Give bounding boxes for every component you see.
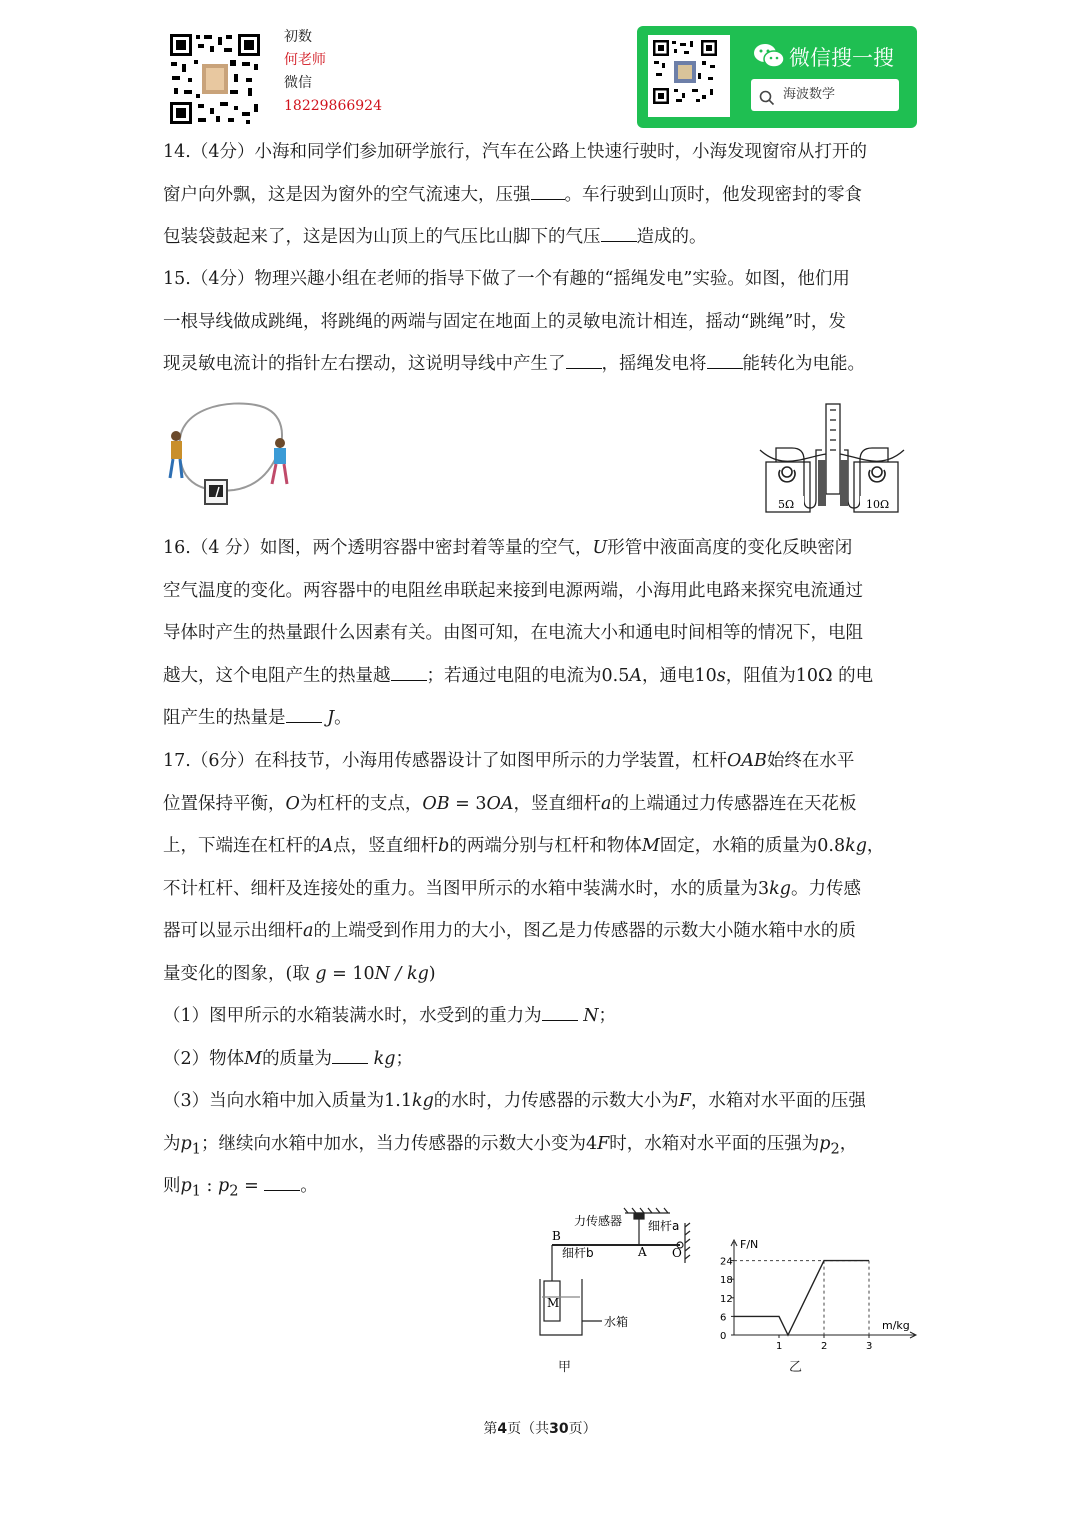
q17-var-oab: OAB (726, 751, 767, 771)
q17-var-p1: p (180, 1133, 192, 1154)
q16-line4b: ；若通过电阻的电流为0.5 (426, 665, 630, 686)
q17-line6c: ) (428, 963, 436, 984)
q14-line3a: 包装袋鼓起来了，这是因为山顶上的气压比山脚下的气压 (163, 227, 601, 247)
answer-blank[interactable] (286, 705, 322, 724)
label-rod-a: 细杆a (648, 1219, 680, 1233)
footer-page-number: 4 (497, 1421, 508, 1437)
joule-heating-figure (752, 400, 912, 522)
q17-sub4c: 时，水箱对水平面的压强为 (609, 1133, 820, 1154)
q17-unit-n: N (583, 1006, 599, 1026)
q17-sub3b: 的水时，力传感器的示数大小为 (433, 1091, 679, 1111)
q17-sub2c: ； (395, 1048, 413, 1069)
q15-line3b: ，摇绳发电将 (601, 354, 707, 374)
x-tick-label: 3 (866, 1341, 873, 1352)
q17-unit-kg: kg (845, 836, 867, 856)
contact-phone: 18229866924 (284, 98, 382, 114)
wechat-search-banner[interactable] (637, 26, 917, 128)
question-14 (163, 131, 923, 259)
q17-var-ob: OB (422, 793, 450, 814)
y-tick-label: 12 (720, 1293, 733, 1305)
footer-suffix: 页） (568, 1421, 597, 1437)
q17-sub3a: （3）当向水箱中加入质量为1.1 (163, 1091, 412, 1111)
figure-caption-jia: 甲 (558, 1360, 572, 1375)
q14-line3b: 造成的。 (636, 227, 707, 247)
label-b: B (552, 1229, 561, 1243)
child-right-icon (272, 438, 287, 484)
label-o: O (672, 1246, 682, 1260)
footer-middle: 页（共 (507, 1421, 550, 1437)
q17-line3b: 点，竖直细杆 (333, 836, 439, 856)
q17-line4a: 不计杠杆、细杆及连接处的重力。当图甲所示的水箱中装满水时，水的质量为3 (163, 878, 770, 899)
q14-line2b: 。车行驶到山顶时，他发现密封的零食 (564, 184, 862, 205)
x-axis-label: m/kg (882, 1319, 910, 1332)
q17-var-f2: F (597, 1133, 610, 1154)
q17-unit-kg4: kg (411, 1091, 434, 1111)
question-15 (163, 258, 923, 386)
q17-var-a: a (601, 793, 612, 814)
answer-blank[interactable] (566, 351, 602, 370)
q17-line3e: ， (866, 836, 885, 856)
y-axis-label: F/N (740, 1238, 759, 1251)
q17-unit-nkg: N / kg (374, 963, 429, 984)
q17-sub5d: 。 (300, 1176, 318, 1196)
wechat-search-text: 海波数学 (783, 87, 836, 102)
q17-sub-2: 2 (830, 1140, 840, 1157)
label-tank: 水箱 (604, 1315, 629, 1329)
q17-sub4d: ， (839, 1133, 858, 1154)
force-mass-chart (710, 1232, 930, 1360)
rope-generator-figure (160, 398, 300, 522)
footer-total-pages: 30 (549, 1421, 569, 1437)
footer-prefix: 第 (483, 1421, 498, 1437)
q17-var-f: F (678, 1091, 691, 1111)
q17-line4b: 。力传感 (790, 878, 861, 899)
q16-line4d: ，通电10 (641, 665, 717, 686)
q17-sub-2b: 2 (229, 1182, 239, 1200)
answer-blank[interactable] (332, 1045, 368, 1064)
q17-var-oa: OA (486, 793, 514, 814)
q16-line4f: ，阻值为10Ω 的电 (725, 665, 874, 686)
lever-apparatus-figure (530, 1205, 700, 1359)
wechat-logo-icon (753, 42, 785, 74)
contact-line1: 初数 (284, 29, 312, 45)
y-tick-label: 24 (720, 1256, 733, 1268)
q17-line2c: = 3 (449, 793, 487, 814)
y-tick-label: 18 (720, 1275, 733, 1287)
q17-var-a2: a (303, 921, 314, 941)
q16-line5a: 阻产生的热量是 (163, 708, 286, 728)
y-tick-label: 0 (720, 1331, 727, 1342)
contact-line3: 微信 (284, 75, 312, 91)
q17-sub4a: 为 (163, 1133, 181, 1154)
q17-line1a: 17.（6分）在科技节，小海用传感器设计了如图甲所示的力学装置，杠杆 (163, 751, 727, 771)
answer-blank[interactable] (391, 662, 427, 681)
q17-line2a: 位置保持平衡， (163, 793, 286, 814)
label-a: A (638, 1245, 647, 1259)
q17-line6a: 量变化的图象，(取 (163, 963, 316, 984)
y-tick-label: 6 (720, 1312, 727, 1324)
q17-var-m: M (641, 836, 660, 856)
q17-line5a: 器可以显示出细杆 (163, 921, 303, 941)
q17-var-m2: M (244, 1048, 263, 1069)
q16-line3: 导体时产生的热量跟什么因素有关。由图可知，在电流大小和通电时间相等的情况下，电阻 (163, 623, 863, 643)
q17-var-a-point: A (320, 836, 334, 856)
series-line (734, 1261, 869, 1335)
q17-line6b: = 10 (326, 963, 375, 984)
q16-line1a: 16.（4 分）如图，两个透明容器中密封着等量的空气， (163, 538, 593, 558)
question-16 (163, 527, 923, 740)
q17-var-p2: p (819, 1133, 831, 1154)
q15-line3c: 能转化为电能。 (742, 354, 865, 374)
q17-line2d: ，竖直细杆 (513, 793, 602, 814)
q14-line2a: 窗户向外飘，这是因为窗外的空气流速大，压强 (163, 184, 531, 205)
q17-var-b: b (438, 836, 450, 856)
q17-line3d: 固定，水箱的质量为0.8 (659, 836, 846, 856)
answer-blank[interactable] (542, 1003, 578, 1022)
q17-var-o: O (285, 793, 300, 814)
q17-var-p2b: p (218, 1176, 230, 1196)
q17-line2b: 为杠杆的支点， (299, 793, 423, 814)
q17-sub3c: ，水箱对水平面的压强 (690, 1091, 866, 1111)
answer-blank[interactable] (531, 181, 565, 200)
q16-line2: 空气温度的变化。两容器中的电阻丝串联起来接到电源两端，小海用此电路来探究电流通过 (163, 580, 863, 601)
q17-unit-kg2: kg (769, 878, 791, 899)
q17-var-g: g (315, 963, 327, 984)
resistor-right-label: 10Ω (866, 498, 890, 511)
q17-sub5a: 则 (163, 1176, 181, 1196)
qr-code-right (648, 35, 730, 117)
q16-unit-a: A (629, 665, 642, 686)
q17-var-p1b: p (180, 1176, 192, 1196)
q17-equals: = (238, 1176, 265, 1196)
resistor-left-label: 5Ω (778, 498, 795, 511)
wechat-search-title: 微信搜一搜 (789, 46, 894, 70)
q16-unit-j: J (327, 708, 335, 728)
q17-line3a: 上，下端连在杠杆的 (163, 836, 321, 856)
q17-unit-kg3: kg (373, 1048, 396, 1069)
q17-line2e: 的上端通过力传感器连在天花板 (611, 793, 857, 814)
q17-sub-1b: 1 (191, 1182, 201, 1200)
q15-line1: 15.（4分）物理兴趣小组在老师的指导下做了一个有趣的“摇绳发电”实验。如图，他们用 (163, 269, 850, 289)
answer-blank[interactable] (707, 351, 743, 370)
q16-unit-s: s (716, 665, 726, 686)
x-tick-label: 2 (821, 1341, 828, 1352)
q15-line3a: 现灵敏电流计的指针左右摆动，这说明导线中产生了 (163, 354, 566, 374)
galvanometer-icon (205, 480, 227, 504)
qr-code-left (168, 32, 262, 126)
q17-sub4b: ；继续向水箱中加水，当力传感器的示数大小变为4 (200, 1133, 598, 1154)
q17-sub2a: （2）物体 (163, 1048, 245, 1069)
answer-blank[interactable] (601, 224, 637, 243)
label-force-sensor: 力传感器 (574, 1214, 623, 1228)
q16-line4a: 越大，这个电阻产生的热量越 (163, 665, 391, 686)
q14-line1: 14.（4分）小海和同学们参加研学旅行，汽车在公路上快速行驶时，小海发现窗帘从打开的 (163, 142, 867, 162)
label-rod-b: 细杆b (562, 1246, 594, 1260)
q17-line3c: 的两端分别与杠杆和物体 (449, 836, 642, 856)
q17-sub2b: 的质量为 (262, 1048, 333, 1069)
x-tick-label: 1 (776, 1341, 783, 1352)
contact-teacher: 何老师 (284, 52, 326, 68)
wechat-search-box[interactable] (751, 79, 899, 111)
contact-info (284, 26, 382, 118)
search-icon (759, 87, 775, 119)
q15-line2: 一根导线做成跳绳，将跳绳的两端与固定在地面上的灵敏电流计相连，摇动“跳绳”时，发 (163, 311, 846, 332)
q16-line5c: 。 (334, 708, 352, 728)
child-left-icon (170, 431, 182, 478)
q17-line1b: 始终在水平 (766, 751, 855, 771)
q17-ratio-colon: : (200, 1176, 219, 1196)
q17-sub1b: ； (598, 1006, 617, 1026)
figure-caption-yi: 乙 (789, 1360, 803, 1375)
question-17 (163, 740, 923, 1208)
label-m: M (547, 1296, 560, 1310)
q17-line5b: 的上端受到作用力的大小，图乙是力传感器的示数大小随水箱中水的质 (313, 921, 856, 941)
q16-var-u: U (592, 538, 608, 558)
page-footer (0, 1418, 1080, 1438)
answer-blank[interactable] (264, 1173, 300, 1192)
q16-line1b: 形管中液面高度的变化反映密闭 (607, 538, 853, 558)
q17-sub-1: 1 (191, 1140, 201, 1157)
q17-sub1a: （1）图甲所示的水箱装满水时，水受到的重力为 (163, 1006, 542, 1026)
